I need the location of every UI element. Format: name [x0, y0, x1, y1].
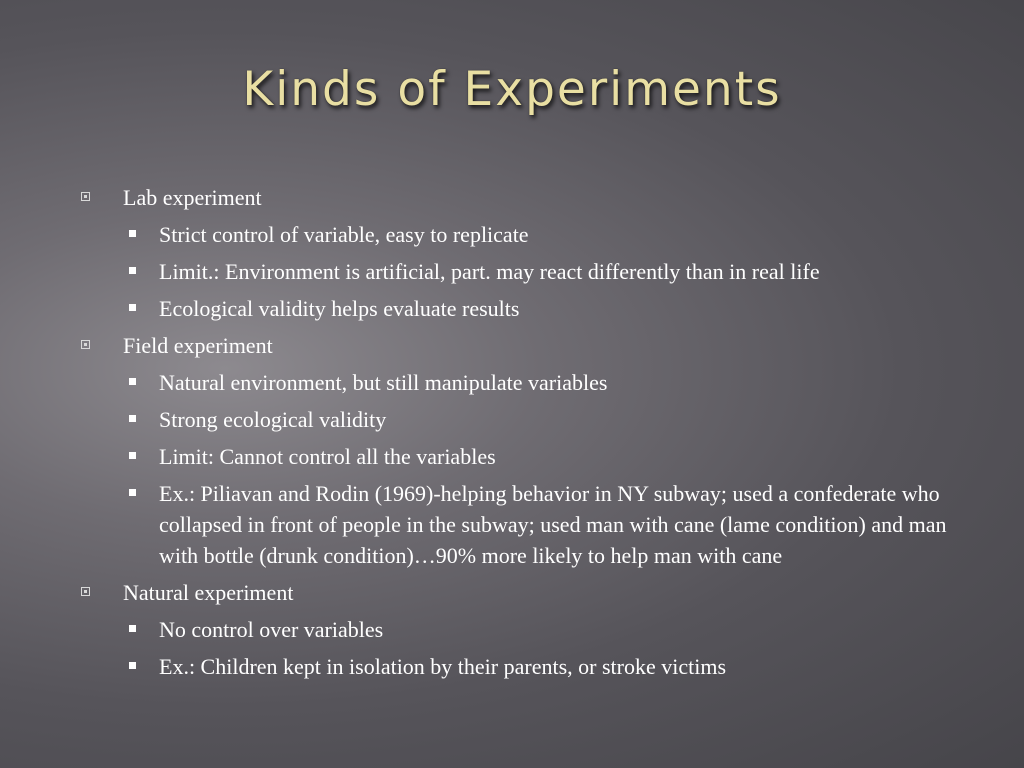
filled-square-bullet-icon: [129, 378, 136, 385]
sub-bullet-text: Ex.: Children kept in isolation by their parents, or stroke victims: [159, 654, 727, 679]
sub-bullet: [78, 367, 959, 398]
bullet-field-experiment: [78, 330, 978, 361]
slide-title: Kinds of Experiments: [242, 62, 782, 117]
filled-square-bullet-icon: [129, 415, 136, 422]
sub-bullet: [78, 614, 959, 645]
bullet-text: Field experiment: [123, 333, 273, 358]
square-bullet-icon: [81, 192, 90, 201]
bullet-text: Lab experiment: [123, 185, 262, 210]
sub-bullet-text: Limit: Cannot control all the variables: [159, 444, 496, 469]
filled-square-bullet-icon: [129, 489, 136, 496]
sub-bullet: [78, 651, 959, 682]
filled-square-bullet-icon: [129, 304, 136, 311]
sub-bullet: [78, 293, 959, 324]
bullet-lab-experiment: [78, 182, 978, 213]
sub-bullet-text: Strict control of variable, easy to replicate: [159, 222, 529, 247]
bullet-natural-experiment: [78, 577, 978, 608]
sub-bullet: [78, 219, 959, 250]
sub-bullet: [78, 256, 959, 287]
sub-bullet-text: Natural environment, but still manipulate variables: [159, 370, 608, 395]
sub-bullet-text: No control over variables: [159, 617, 384, 642]
filled-square-bullet-icon: [129, 625, 136, 632]
sub-bullet: [78, 441, 959, 472]
sub-bullet-text: Ex.: Piliavan and Rodin (1969)-helping behavior in NY subway; used a confederate who collapsed in front of people in the subway; used man with cane (lame condition) and man with bottle (drunk condition)…90% more likely to help man with cane: [159, 481, 947, 568]
bullet-text: Natural experiment: [123, 580, 294, 605]
filled-square-bullet-icon: [129, 230, 136, 237]
sub-bullet-text: Ecological validity helps evaluate results: [159, 296, 520, 321]
square-bullet-icon: [81, 587, 90, 596]
square-bullet-icon: [81, 340, 90, 349]
sub-bullet: [78, 478, 959, 571]
filled-square-bullet-icon: [129, 662, 136, 669]
filled-square-bullet-icon: [129, 452, 136, 459]
sub-bullet: [78, 404, 959, 435]
filled-square-bullet-icon: [129, 267, 136, 274]
slide-content: [78, 182, 978, 688]
sub-bullet-text: Limit.: Environment is artificial, part. may react differently than in real life: [159, 259, 820, 284]
sub-bullet-text: Strong ecological validity: [159, 407, 387, 432]
